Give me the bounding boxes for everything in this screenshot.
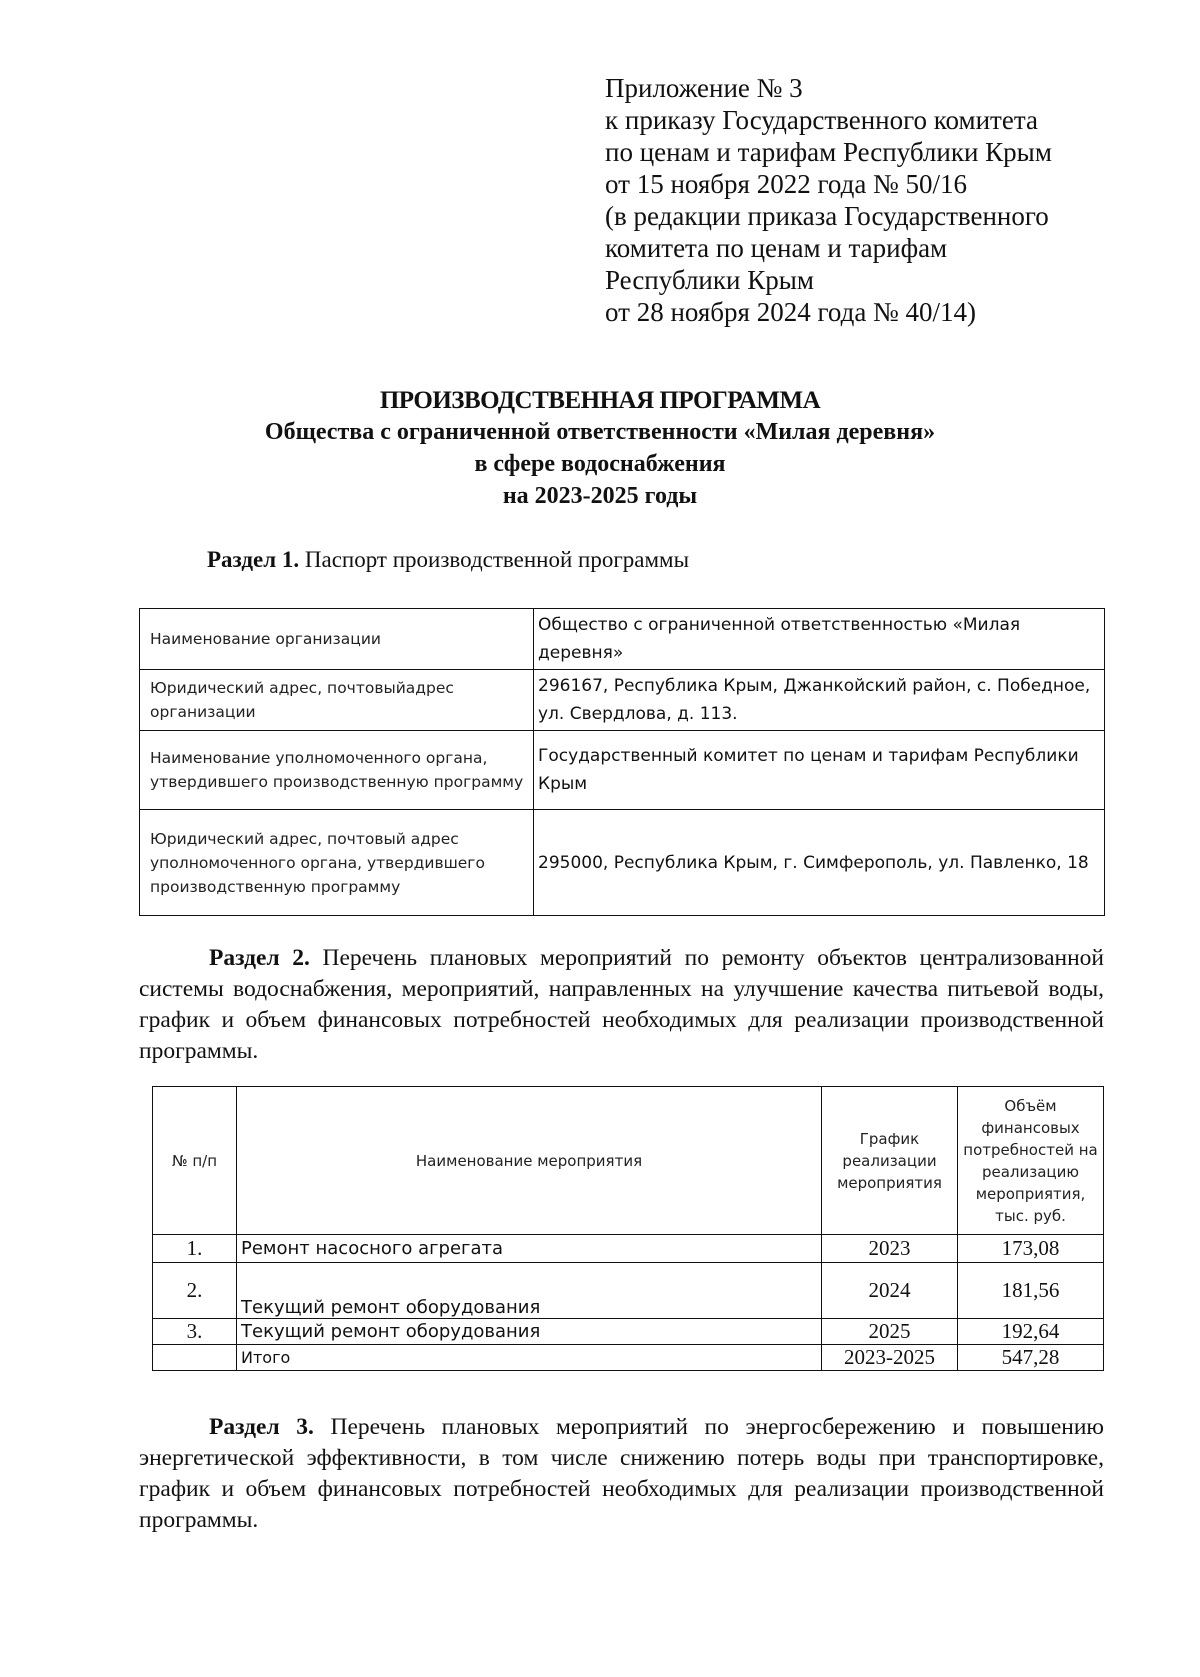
row-num: 1. <box>153 1235 237 1263</box>
section3-text: Перечень плановых мероприятий по энергосбережению и повышению энергетической эффективности, в том числе снижению потерь воды при транспортировке, график и объем финансовых потребностей необходимых для реализации производственной программы. <box>139 1414 1104 1533</box>
header-volume: Объём финансовых потребностей на реализацию мероприятия, тыс. руб. <box>958 1087 1104 1235</box>
row-year: 2023 <box>822 1235 958 1263</box>
appendix-line: от 15 ноября 2022 года № 50/16 <box>605 169 968 199</box>
total-num <box>153 1345 237 1371</box>
header-name: Наименование мероприятия <box>237 1087 822 1235</box>
passport-value: Государственный комитет по ценам и тарифам Республики Крым <box>534 731 1105 810</box>
passport-label: Наименование организации <box>140 609 534 670</box>
appendix-line: Приложение № 3 <box>605 73 803 103</box>
table-header-row <box>153 1087 1104 1235</box>
passport-value: 296167, Республика Крым, Джанкойский район, с. Победное, ул. Свердлова, д. 113. <box>534 670 1105 731</box>
table-row <box>140 609 1105 670</box>
activities-table <box>152 1086 1104 1371</box>
row-name: Текущий ремонт оборудования <box>237 1263 822 1319</box>
section3-label: Раздел 3. <box>209 1414 314 1440</box>
total-name: Итого <box>237 1345 822 1371</box>
section2-text: Перечень плановых мероприятий по ремонту объектов централизованной системы водоснабжения, мероприятий, направленных на улучшение качества питьевой воды, график и объем финансовых потребностей необходимых для реализации производственной программы. <box>139 945 1104 1064</box>
table-row <box>140 810 1105 916</box>
document-subtitle-years: на 2023-2025 годы <box>502 483 698 509</box>
row-num: 2. <box>153 1263 237 1319</box>
passport-table <box>139 608 1105 916</box>
appendix-line: от 28 ноября 2024 года № 40/14) <box>605 297 977 327</box>
section1-heading <box>207 547 689 573</box>
total-amount: 547,28 <box>958 1345 1104 1371</box>
passport-label: Наименование уполномоченного органа, утвердившего производственную программу <box>140 731 534 810</box>
table-row <box>140 731 1105 810</box>
section3-paragraph <box>139 1412 1104 1536</box>
document-subtitle-org: Общества с ограниченной ответственности «Милая деревня» <box>264 419 936 445</box>
section2-paragraph <box>139 943 1104 1067</box>
row-name: Текущий ремонт оборудования <box>237 1319 822 1345</box>
total-year: 2023-2025 <box>822 1345 958 1371</box>
table-row <box>140 670 1105 731</box>
section2-label: Раздел 2. <box>209 945 310 971</box>
passport-label: Юридический адрес, почтовыйадрес организации <box>140 670 534 731</box>
row-amount: 181,56 <box>958 1263 1104 1319</box>
table-row <box>153 1319 1104 1345</box>
appendix-line: комитета по ценам и тарифам <box>605 233 948 263</box>
table-total-row <box>153 1345 1104 1371</box>
header-num: № п/п <box>153 1087 237 1235</box>
passport-label: Юридический адрес, почтовый адрес уполномоченного органа, утвердившего производственную программу <box>140 810 534 916</box>
appendix-line: к приказу Государственного комитета <box>605 105 1038 135</box>
table-row <box>153 1235 1104 1263</box>
document-subtitle-sphere: в сфере водоснабжения <box>474 451 726 477</box>
passport-value: 295000, Республика Крым, г. Симферополь, ул. Павленко, 18 <box>534 810 1105 916</box>
appendix-block <box>605 72 1125 328</box>
row-amount: 192,64 <box>958 1319 1104 1345</box>
passport-value: Общество с ограниченной ответственностью «Милая деревня» <box>534 609 1105 670</box>
row-year: 2025 <box>822 1319 958 1345</box>
appendix-line: Республики Крым <box>605 265 814 295</box>
row-year: 2024 <box>822 1263 958 1319</box>
row-num: 3. <box>153 1319 237 1345</box>
section1-text: Паспорт производственной программы <box>299 547 690 572</box>
appendix-line: по ценам и тарифам Республики Крым <box>605 137 1052 167</box>
row-name: Ремонт насосного агрегата <box>237 1235 822 1263</box>
appendix-line: (в редакции приказа Государственного <box>605 201 1049 231</box>
row-amount: 173,08 <box>958 1235 1104 1263</box>
section1-label: Раздел 1. <box>207 547 300 572</box>
table-row <box>153 1263 1104 1319</box>
header-schedule: График реализации мероприятия <box>822 1087 958 1235</box>
document-title: ПРОИЗВОДСТВЕННАЯ ПРОГРАММА <box>379 387 821 414</box>
